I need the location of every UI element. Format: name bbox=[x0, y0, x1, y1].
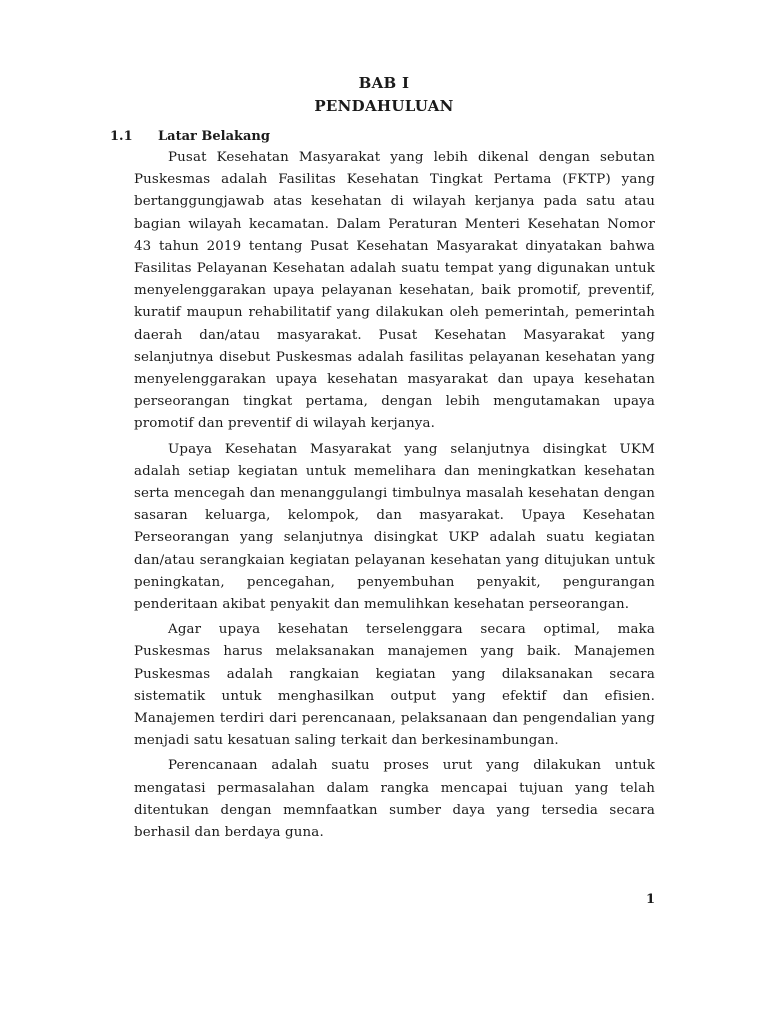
section-heading bbox=[110, 129, 270, 144]
paragraph: Perencanaan adalah suatu proses urut yang dilakukan untuk mengatasi permasalahan dalam rangka mencapai tujuan yang telah ditentukan dengan memnfaatkan sumber daya yang tersedia secara berhasil dan berdaya guna. bbox=[134, 758, 655, 841]
chapter-number: BAB I bbox=[358, 74, 410, 92]
paragraph: Agar upaya kesehatan terselenggara secara optimal, maka Puskesmas harus melaksanakan manajemen yang baik. Manajemen Puskesmas adalah rangkaian kegiatan yang dilaksanakan secara sistematik untuk menghasilkan output yang efektif dan efisien. Manajemen terdiri dari perencanaan, pelaksanaan dan pengendalian yang menjadi satu kesatuan saling terkait dan berkesinambungan. bbox=[134, 622, 655, 749]
body-text bbox=[134, 147, 655, 847]
paragraph: Pusat Kesehatan Masyarakat yang lebih dikenal dengan sebutan Puskesmas adalah Fasilitas Kesehatan Tingkat Pertama (FKTP) yang bertanggungjawab atas kesehatan di wilayah kerjanya pada satu atau bagian wilayah kecamatan. Dalam Peraturan Menteri Kesehatan Nomor 43 tahun 2019 tentang Pusat Kesehatan Masyarakat dinyatakan bahwa Fasilitas Pelayanan Kesehatan adalah suatu tempat yang digunakan untuk menyelenggarakan upaya pelayanan kesehatan, baik promotif, preventif, kuratif maupun rehabilitatif yang dilakukan oleh pemerintah, pemerintah daerah dan/atau masyarakat. Pusat Kesehatan Masyarakat yang selanjutnya disebut Puskesmas adalah fasilitas pelayanan kesehatan yang menyelenggarakan upaya kesehatan masyarakat dan upaya kesehatan perseorangan tingkat pertama, dengan lebih mengutamakan upaya promotif dan preventif di wilayah kerjanya. bbox=[134, 150, 655, 432]
chapter-title: PENDAHULUAN bbox=[314, 97, 454, 115]
paragraph: Upaya Kesehatan Masyarakat yang selanjutnya disingkat UKM adalah setiap kegiatan untuk memelihara dan meningkatkan kesehatan serta mencegah dan menanggulangi timbulnya masalah kesehatan dengan sasaran keluarga, kelompok, dan masyarakat. Upaya Kesehatan Perseorangan yang selanjutnya disingkat UKP adalah suatu kegiatan dan/atau serangkaian kegiatan pelayanan kesehatan yang ditujukan untuk peningkatan, pencegahan, penyembuhan penyakit, pengurangan penderitaan akibat penyakit dan memulihkan kesehatan perseorangan. bbox=[134, 441, 655, 613]
section-number: 1.1 bbox=[110, 129, 133, 144]
page-number: 1 bbox=[645, 892, 655, 907]
section-title: Latar Belakang bbox=[158, 129, 270, 144]
